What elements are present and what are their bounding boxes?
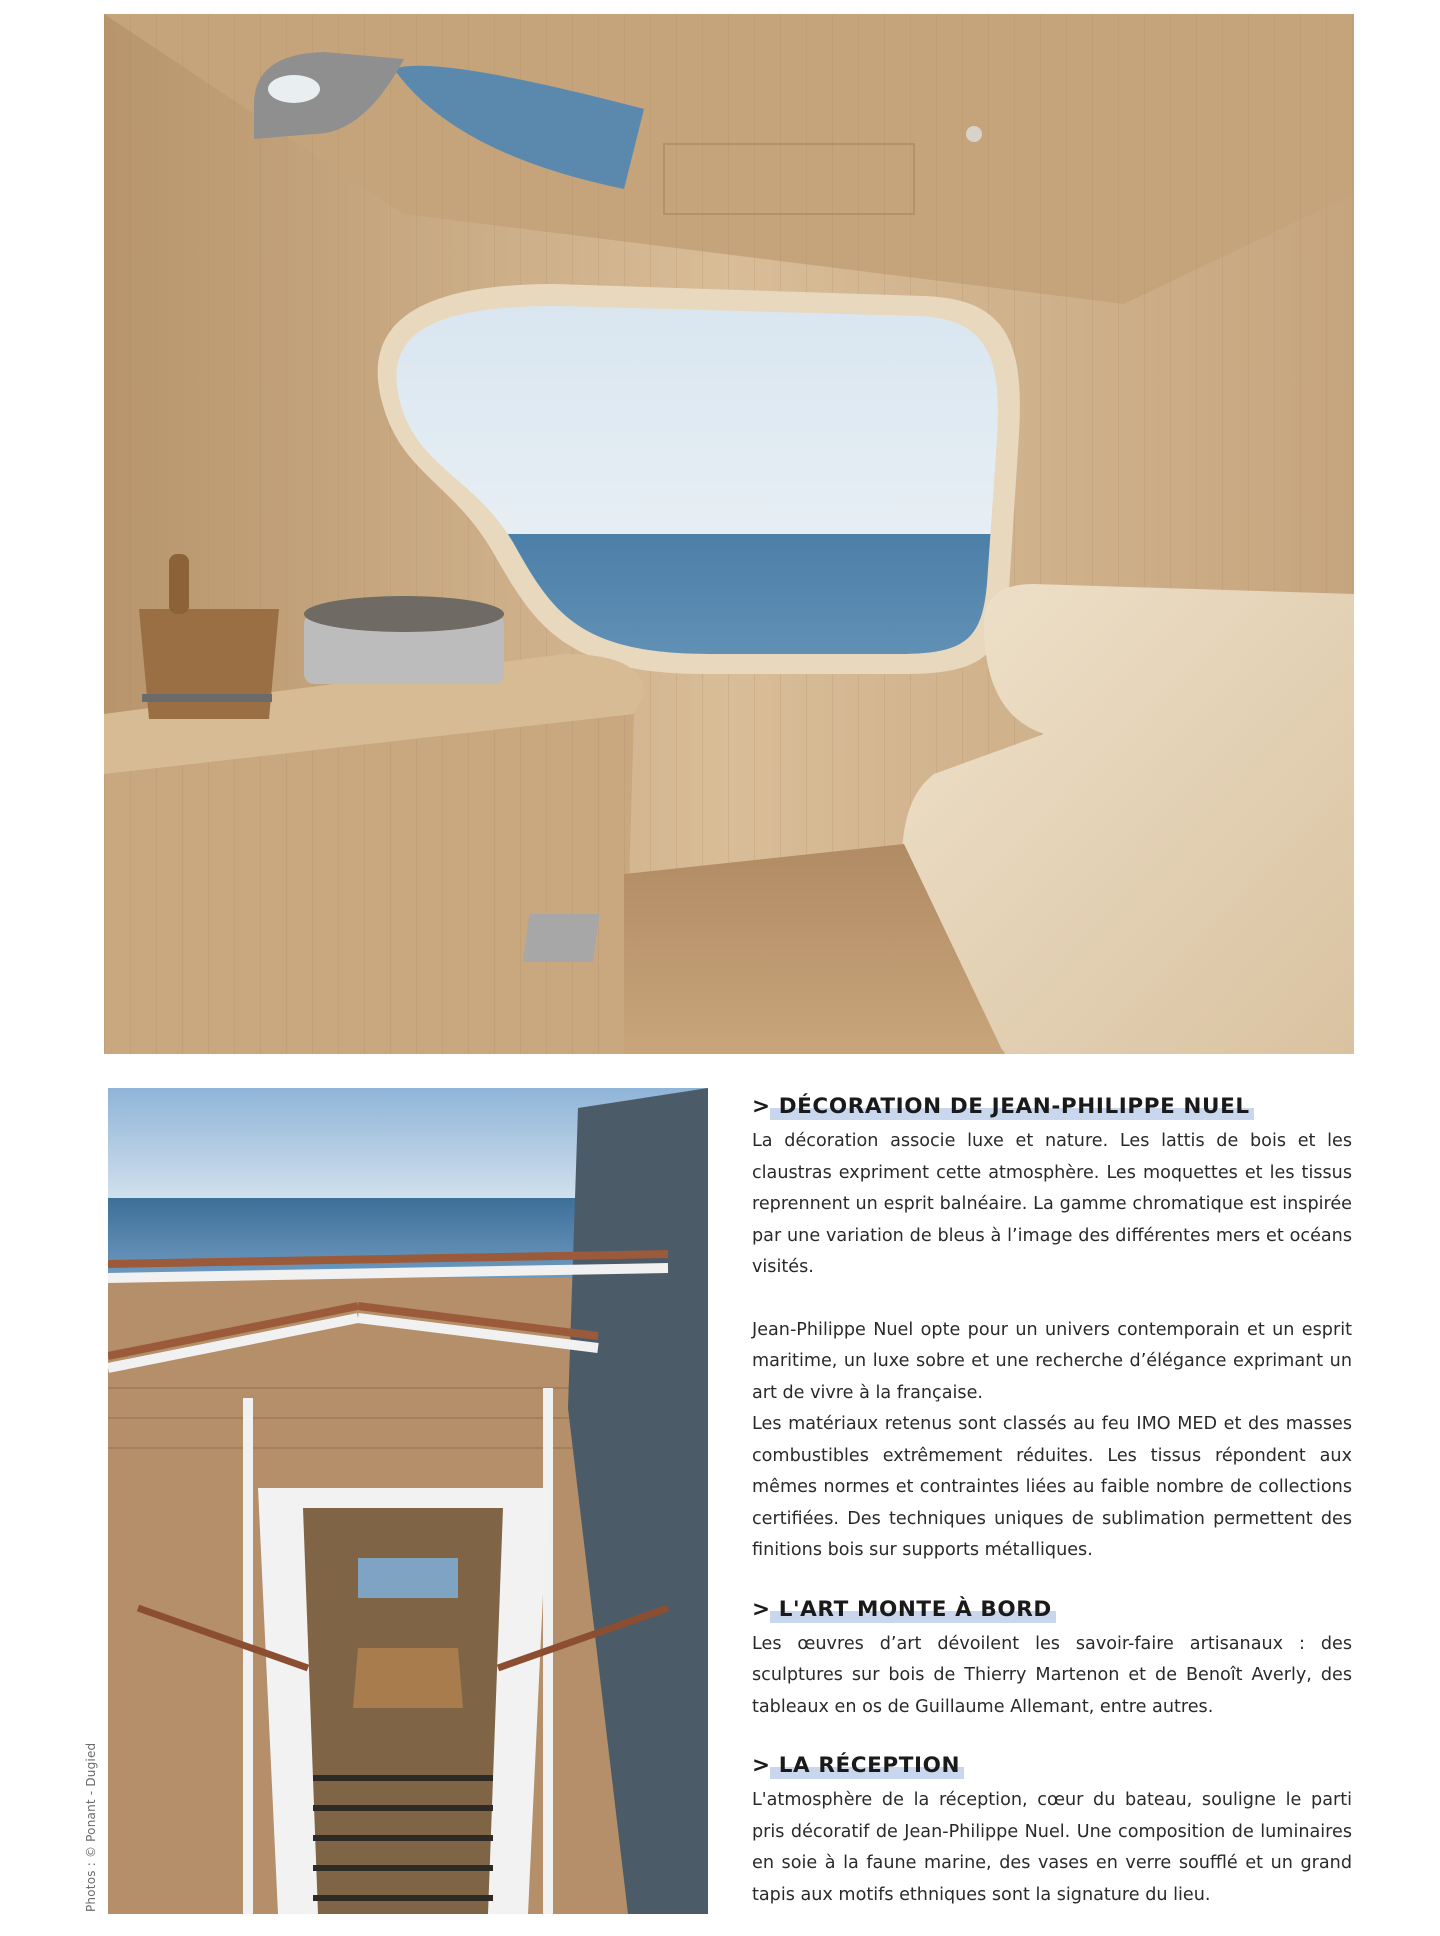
- photo-credit: Photos : © Ponant - Dugied: [84, 1742, 98, 1912]
- heading-text: L'ART MONTE À BORD: [778, 1596, 1052, 1622]
- section-decoration: [752, 1092, 1352, 1567]
- paragraph: Les matériaux retenus sont classés au feu IMO MED et des masses combustibles extrêmement réduites. Les tissus répondent aux mêmes normes et contraintes liées au faible nombre de collections certifiées. Des techniques uniques de sublimation permettent des finitions bois sur supports métalliques.: [752, 1414, 1352, 1560]
- stairs-illustration: [108, 1088, 708, 1914]
- section-heading-art: [752, 1595, 1052, 1625]
- section-reception: [752, 1751, 1352, 1911]
- heading-prefix: >: [752, 1094, 779, 1119]
- hero-photo-sauna: [104, 14, 1354, 1054]
- paragraph: Jean-Philippe Nuel opte pour un univers contemporain et un esprit maritime, un luxe sobre et une recherche d’élégance exprimant un art de vivre à la française.: [752, 1319, 1352, 1403]
- paragraph: Les œuvres d’art dévoilent les savoir-faire artisanaux : des sculptures sur bois de Thierry Martenon et de Benoît Averly, des tableaux en os de Guillaume Allemant, entre autres.: [752, 1633, 1352, 1717]
- section-art: [752, 1595, 1352, 1724]
- paragraph: L'atmosphère de la réception, cœur du bateau, souligne le parti pris décoratif de Jean-Philippe Nuel. Une composition de luminaires en soie à la faune marine, des vases en verre soufflé et un grand tapis aux motifs ethniques sont la signature du lieu.: [752, 1790, 1352, 1905]
- heading-text: LA RÉCEPTION: [778, 1753, 961, 1778]
- section-heading-reception: [752, 1751, 960, 1781]
- section-heading-decoration: [752, 1092, 1250, 1122]
- paragraph: La décoration associe luxe et nature. Les lattis de bois et les claustras expriment cette atmosphère. Les moquettes et les tissus reprennent un esprit balnéaire. La gamme chromatique est inspirée par une variation de bleus à l’image des différentes mers et océans visités.: [752, 1131, 1352, 1277]
- heading-prefix: >: [752, 1753, 779, 1778]
- stairs-photo-deck: [108, 1088, 708, 1914]
- sauna-illustration: [104, 14, 1354, 1054]
- article-text-column: [752, 1092, 1352, 1911]
- heading-text: DÉCORATION DE JEAN-PHILIPPE NUEL: [778, 1094, 1250, 1119]
- heading-prefix: >: [752, 1596, 779, 1622]
